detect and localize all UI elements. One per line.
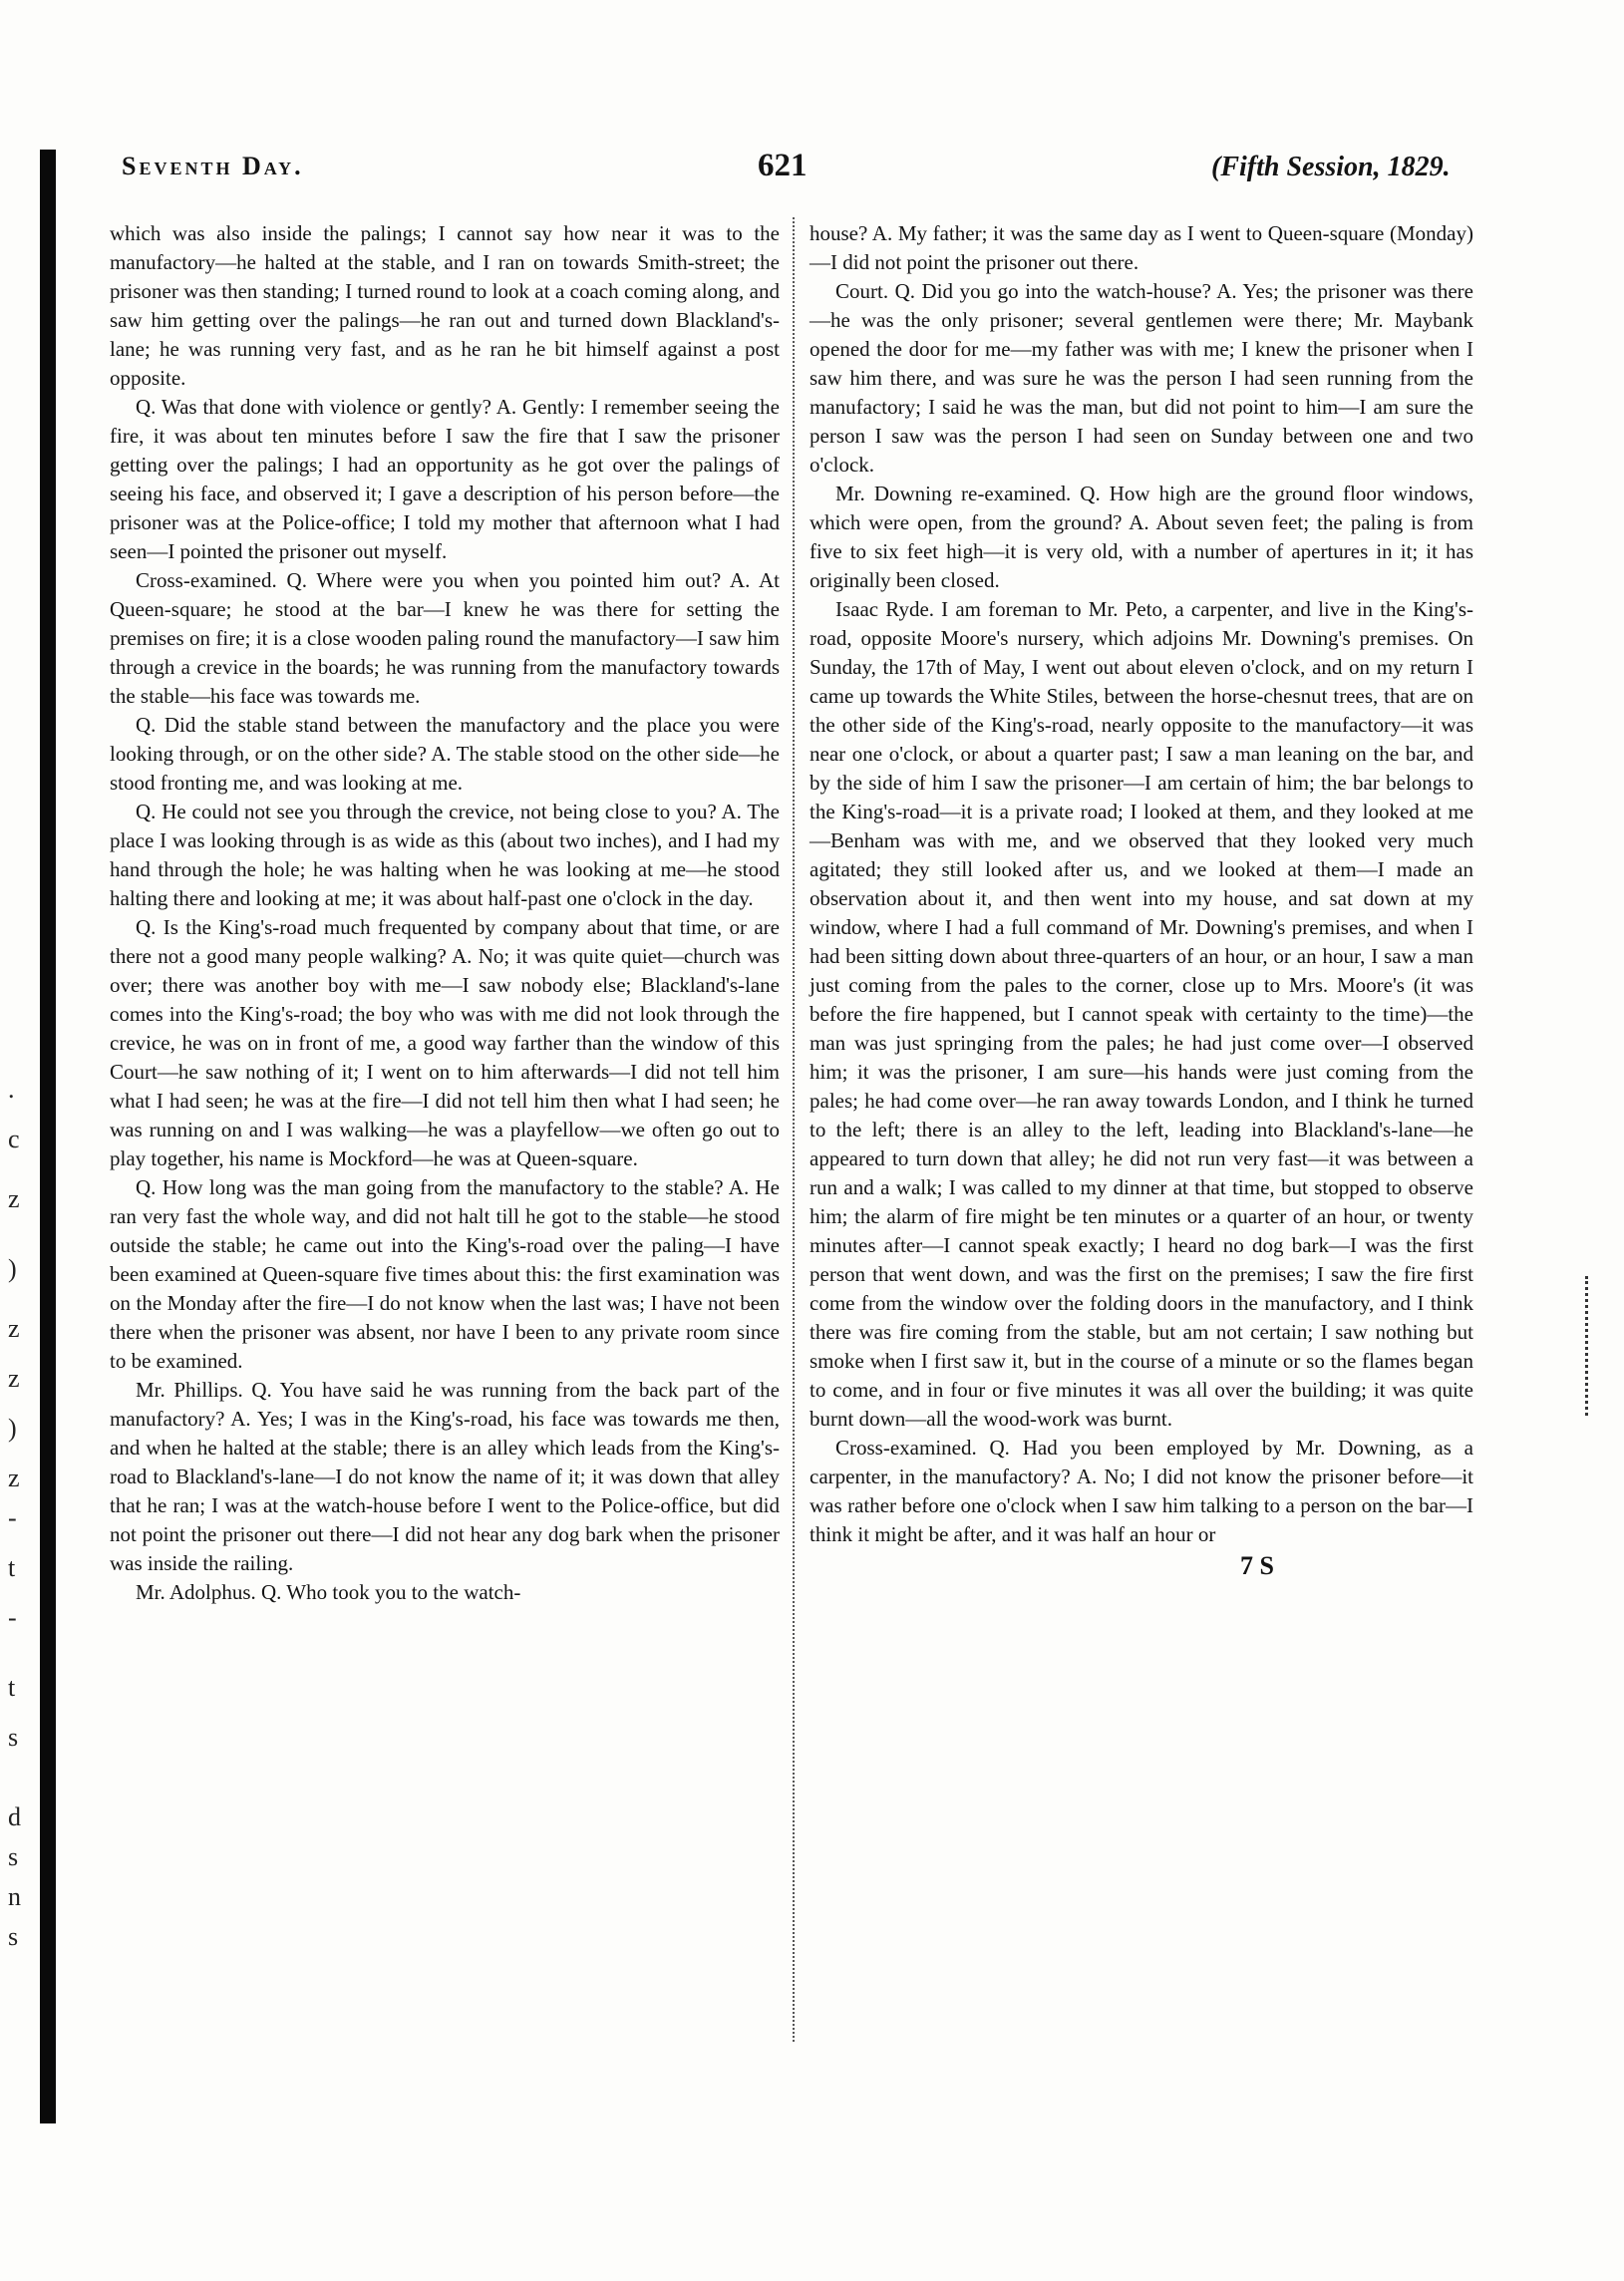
margin-mark: s [8, 1723, 19, 1752]
margin-mark: z [8, 1364, 20, 1393]
paragraph: Q. How long was the man going from the manufactory to the stable? A. He ran very fast the whole way, and did not halt till he got to the stable—he stood outside the stable; he came out into the King's-road over the paling—I have been examined at Queen-square five times about this: the first examination was on the Monday after the fire—I do not know when the last was; I have not been there when the prisoner was absent, nor have I been to any private room since to be examined. [110, 1175, 780, 1373]
paragraph: Q. Was that done with violence or gently? A. Gently: I remember seeing the fire, it was about ten minutes before I saw the fire that I saw the prisoner getting over the palings; I had an opportunity as he got over the palings of seeing his face, and observed it; I gave a description of his person before—the prisoner was at the Police-office; I told my mother that afternoon what I had seen—I pointed the prisoner out myself. [110, 395, 780, 563]
margin-mark: c [8, 1125, 20, 1153]
paragraph: Q. He could not see you through the crevice, not being close to you? A. The place I was looking through is as wide as this (about two inches), and I had my hand through the hole; he was halting when he was looking at me—he stood halting there and looking at me; it was about half-past one o'clock in the day. [110, 800, 780, 910]
header-day: Seventh Day. [122, 152, 304, 180]
margin-mark: ) [8, 1254, 17, 1283]
left-column [110, 219, 780, 1607]
margin-mark: s [8, 1842, 19, 1871]
page-number: 621 [758, 148, 808, 183]
paragraph: Mr. Downing re-examined. Q. How high are the ground floor windows, which were open, from the ground? A. About seven feet; the paling is from five to six feet high—it is very old, with a number of apertures in it; it has originally been closed. [810, 482, 1473, 592]
margin-mark: z [8, 1314, 20, 1343]
margin-mark: - [8, 1503, 17, 1532]
paragraph: Court. Q. Did you go into the watch-house? A. Yes; the prisoner was there—he was the only prisoner; several gentlemen were there; Mr. Maybank opened the door for me—my father was with me; I knew the prisoner when I saw him there, and was sure he was the person I had seen running from the manufactory; I said he was the man, but did not point to him—I am sure the person I saw was the person I had seen on Sunday between one and two o'clock. [810, 279, 1473, 477]
left-margin-bleed [2, 1077, 38, 1974]
paragraph: house? A. My father; it was the same day as I went to Queen-square (Monday)—I did not point the prisoner out there. [810, 221, 1473, 274]
column-divider [793, 217, 795, 2042]
paragraph: Cross-examined. Q. Had you been employed by Mr. Downing, as a carpenter, in the manufactory? A. No; I did not know the prisoner before—it was rather before one o'clock when I saw him talking to a person on the bar—I think it might be after, and it was half an hour or [810, 1436, 1473, 1546]
paragraph: Mr. Phillips. Q. You have said he was running from the back part of the manufactory? A. Yes; I was in the King's-road, his face was towards me then, and when he halted at the stable; there is an alley which leads from the King's-road to Blackland's-lane—I do not know the name of it; it was down that alley that he ran; I was at the watch-house before I went to the Police-office, but did not point the prisoner out there—I did not hear any dog bark when the prisoner was inside the railing. [110, 1378, 780, 1575]
margin-mark: n [8, 1882, 21, 1911]
margin-mark: ) [8, 1414, 17, 1443]
margin-mark: z [8, 1184, 20, 1213]
margin-mark: . [8, 1075, 15, 1104]
margin-mark: z [8, 1464, 20, 1492]
paragraph: Q. Is the King's-road much frequented by company about that time, or are there not a good many people walking? A. No; it was quite quiet—church was over; there was another boy with me—I saw nobody else; Blackland's-lane comes into the King's-road; the boy who was with me did not look through the crevice, he was on in front of me, a good way farther than the window of this Court—he saw nothing of it; I went on to him afterwards—I did not tell him what I had seen; he was at the fire—I did not tell him then what I had seen; he was running on and I was walking—he was a playfellow—we often go out to play together, his name is Mockford—he was at Queen-square. [110, 915, 780, 1170]
paragraph: Mr. Adolphus. Q. Who took you to the watch- [136, 1580, 521, 1604]
paragraph: Q. Did the stable stand between the manufactory and the place you were looking through, or on the other side? A. The stable stood on the other side—he stood fronting me, and was looking at me. [110, 713, 780, 795]
right-margin-bleed [1585, 1276, 1602, 1416]
paragraph: Cross-examined. Q. Where were you when you pointed him out? A. At Queen-square; he stood at the bar—I knew he was there for setting the premises on fire; it is a close wooden paling round the manufactory—I saw him through a crevice in the boards; he was running from the manufactory towards the stable—his face was towards me. [110, 568, 780, 708]
margin-mark: t [8, 1553, 16, 1582]
margin-mark: - [8, 1603, 17, 1632]
margin-mark: t [8, 1673, 16, 1702]
paragraph: which was also inside the palings; I cannot say how near it was to the manufactory—he halted at the stable, and I ran on towards Smith-street; the prisoner was then standing; I turned round to look at a coach coming along, and saw him getting over the palings—he ran out and turned down Blackland's-lane; he was running very fast, and as he ran he bit himself against a post opposite. [110, 221, 780, 390]
right-column [810, 219, 1473, 1580]
signature-mark: 7 S [1240, 1551, 1274, 1580]
running-header [0, 148, 1624, 191]
margin-mark: d [8, 1802, 21, 1831]
margin-mark: s [8, 1922, 19, 1951]
binding-shadow [40, 150, 56, 2123]
header-session: (Fifth Session, 1829. [1211, 152, 1451, 182]
paragraph: Isaac Ryde. I am foreman to Mr. Peto, a carpenter, and live in the King's-road, opposite Moore's nursery, which adjoins Mr. Downing's premises. On Sunday, the 17th of May, I went out about eleven o'clock, and on my return I came up towards the White Stiles, between the horse-chesnut trees, that are on the other side of the King's-road, nearly opposite to the manufactory—it was near one o'clock, or about a quarter past; I saw a man leaning on the bar, and by the side of him I saw the prisoner—I am certain of him; the bar belongs to the King's-road—it is a private road; I looked at them, and they looked at me—Benham was with me, and we observed that they looked very much agitated; they still looked after us, and we looked at them—I made an observation about it, and then went into my house, and sat down at my window, where I had a full command of Mr. Downing's premises, and when I had been sitting down about three-quarters of an hour, or an hour, I saw a man just coming from the pales to the corner, close up to Mrs. Moore's (it was before the fire happened, but I cannot speak with certainty to the time)—the man was just springing from the pales; he had just come over—I observed him; it was the prisoner, I am sure—his hands were just coming from the pales; he had come over—he ran away towards London, and I think he turned to the left; there is an alley to the left, leading into Blackland's-lane—he appeared to turn down that alley; he did not run very fast—it was between a run and a walk; I was called to my dinner at that time, but stopped to observe him; the alarm of fire might be ten minutes or a quarter of an hour, or twenty minutes after—I cannot speak exactly; I heard no dog bark—I was the first person that went down, and was the first on the premises; I saw the fire first come from the window over the folding doors in the manufactory, and I think there was fire coming from the stable, but am not certain; I saw nothing but smoke when I first saw it, but in the course of a minute or so the flames began to come, and in four or five minutes it was all over the building; it was quite burnt down—all the wood-work was burnt. [810, 597, 1473, 1431]
